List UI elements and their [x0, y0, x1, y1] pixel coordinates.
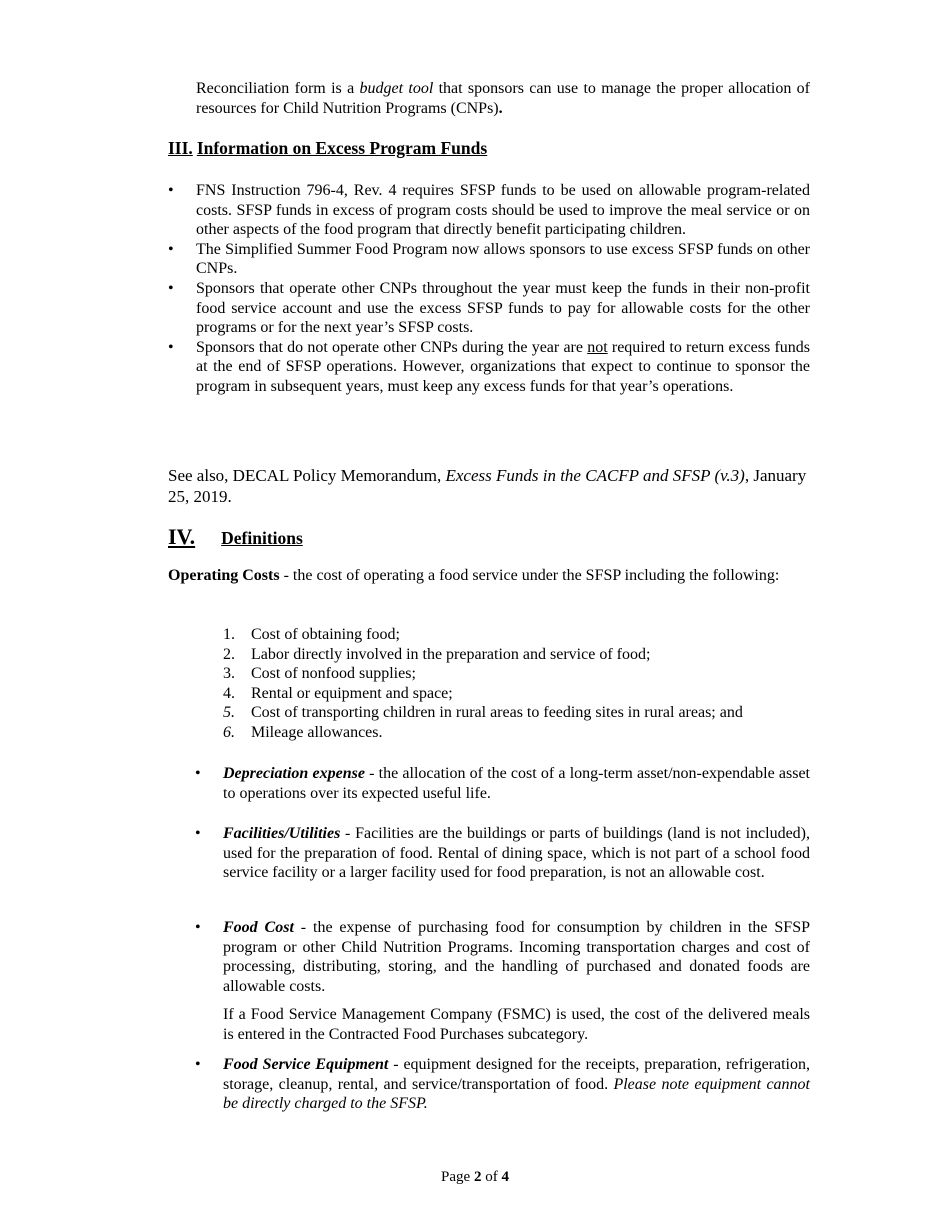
section-4-title: Definitions: [221, 528, 303, 548]
operating-costs-term: Operating Costs: [168, 567, 280, 584]
bullet-icon: •: [168, 182, 174, 199]
fsmc-note: If a Food Service Management Company (FSMC) is used, the cost of the delivered meals is entered in the Contracted Food Purchases subcategory.: [223, 1006, 810, 1043]
list-item: • Sponsors that operate other CNPs throughout the year must keep the funds in their non-profit food service account and use the excess SFSP funds to pay for allowable costs for the other programs or for the next year’s SFSP costs.: [168, 279, 810, 337]
section-4-heading: [168, 524, 303, 550]
see-also-paragraph: See also, DECAL Policy Memorandum, Excess Funds in the CACFP and SFSP (v.3), January 25, 2019.: [168, 466, 807, 506]
list-item: 6. Mileage allowances.: [223, 723, 383, 741]
section-3-title: Information on Excess Program Funds: [196, 138, 488, 158]
bullet-icon: •: [195, 765, 201, 782]
operating-costs-paragraph: Operating Costs - the cost of operating a food service under the SFSP including the following:: [168, 567, 780, 584]
definition-food-cost: [195, 918, 811, 996]
bullet-icon: •: [168, 240, 174, 258]
intro-end: .: [498, 99, 503, 117]
list-item: • The Simplified Summer Food Program now allows sponsors to use excess SFSP funds on other CNPs.: [168, 240, 810, 278]
definition-facilities: [195, 824, 810, 883]
section-3-heading: [168, 139, 487, 159]
intro-italic: budget tool: [359, 80, 434, 97]
list-item: 1. Cost of obtaining food;: [223, 626, 400, 643]
page-total: 4: [501, 1169, 509, 1185]
intro-text-2: that sponsors can use to manage the proper allocation of resources for Child Nutrition Programs (CNPs): [196, 80, 810, 117]
list-item: 3. Cost of nonfood supplies;: [223, 665, 416, 683]
section-3-number: III.: [168, 138, 193, 158]
definition-equipment: [195, 1055, 811, 1114]
list-item: • Food Service Equipment - equipment designed for the receipts, preparation, refrigeration, storage, cleanup, rental, and service/transportation of food. Please note equipment cannot be directly charged to the SFSP.: [195, 1056, 811, 1113]
section-3-bullets: [168, 181, 811, 397]
list-item: • Depreciation expense - the allocation of the cost of a long-term asset/non-expendable asset to operations over its expected useful life.: [195, 765, 811, 802]
page-number: 2: [473, 1169, 482, 1185]
bullet-icon: •: [195, 1056, 201, 1073]
bullet-icon: •: [195, 919, 201, 936]
definition-depreciation: [195, 764, 811, 803]
list-item: • Food Cost - the expense of purchasing food for consumption by children in the SFSP program or other Child Nutrition Programs. Incoming transportation charges and cost of processing, distributing, storing, and the handling of purchased and donated foods are allowable costs.: [195, 919, 811, 995]
list-item: 2. Labor directly involved in the preparation and service of food;: [223, 645, 651, 663]
list-item: • Sponsors that do not operate other CNPs during the year are not required to return excess funds at the end of SFSP operations. However, organizations that expect to continue to sponsor the program in subsequent years, must keep any excess funds for that year’s operations.: [168, 338, 811, 395]
list-item: 4. Rental or equipment and space;: [223, 684, 453, 702]
intro-text: Reconciliation form is a: [196, 80, 360, 97]
list-item: • Facilities/Utilities - Facilities are the buildings or parts of buildings (land is not included), used for the preparation of food. Rental of dining space, which is not part of a school food service facility or a larger facility used for food preparation, is not an allowable cost.: [195, 825, 810, 882]
list-item: 5. Cost of transporting children in rural areas to feeding sites in rural areas; and: [223, 704, 743, 722]
operating-costs-list: [223, 625, 811, 743]
bullet-icon: •: [168, 338, 174, 356]
page-footer: Page 2 of 4: [441, 1169, 509, 1185]
memo-title: Excess Funds in the CACFP and SFSP (v.3): [445, 466, 745, 485]
intro-paragraph: [196, 79, 810, 118]
list-item: • FNS Instruction 796-4, Rev. 4 requires SFSP funds to be used on allowable program-related costs. SFSP funds in excess of program costs should be used to improve the meal service or on other aspects of the food program that directly benefit participating children.: [168, 182, 810, 239]
bullet-icon: •: [168, 279, 174, 297]
bullet-icon: •: [195, 825, 201, 842]
section-4-number: IV.: [168, 524, 196, 549]
